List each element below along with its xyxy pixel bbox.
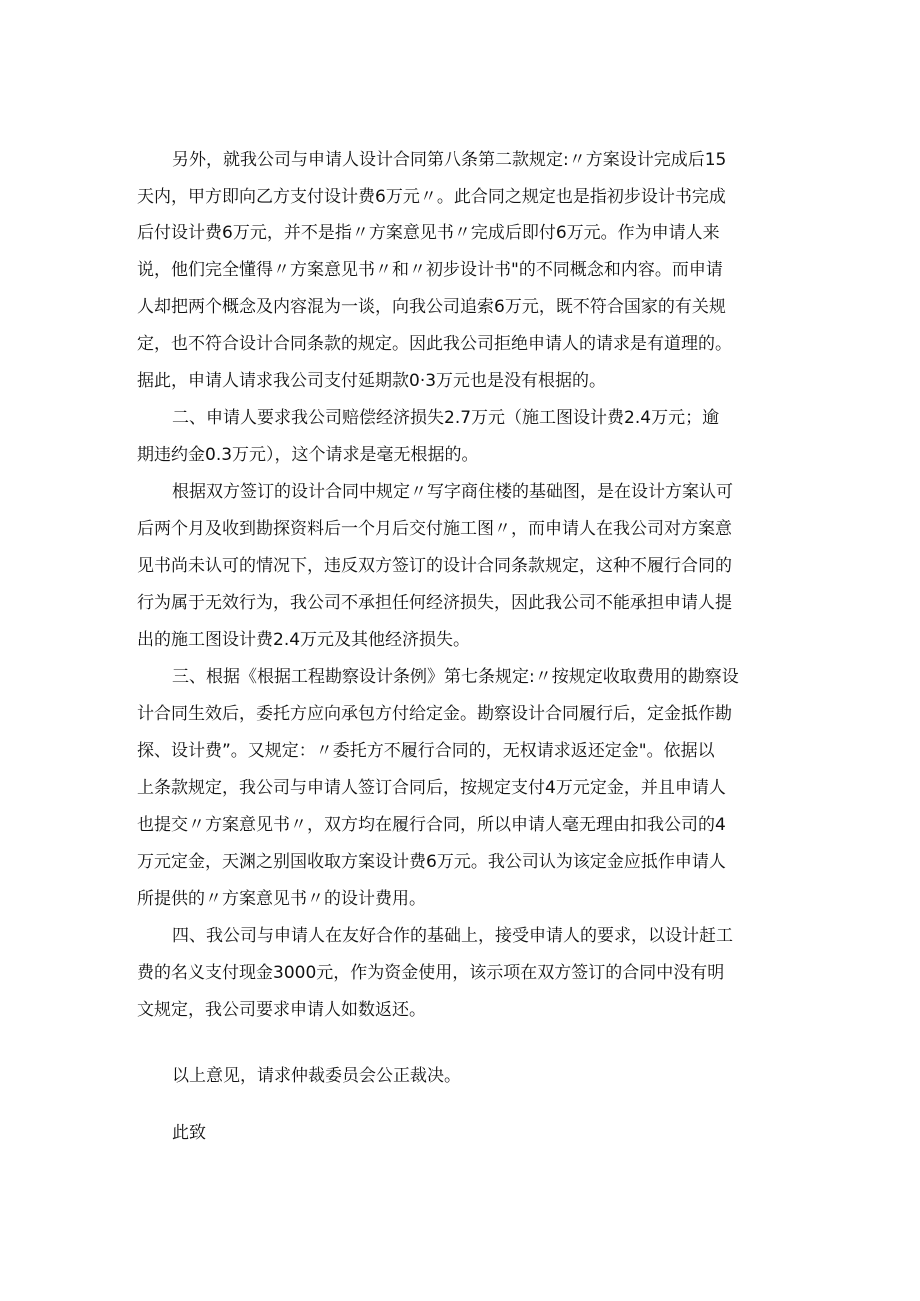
paragraph-1-line-6: 定，也不符合设计合同条款的规定。因此我公司拒绝申请人的请求是有道理的。 xyxy=(137,334,732,354)
paragraph-5-line-2: 费的名义支付现金3000元，作为资金使用，该示项在双方签订的合同中没有明 xyxy=(137,963,725,983)
paragraph-1-line-2: 天内，甲方即向乙方支付设计费6万元〃。此合同之规定也是指初步设计书完成 xyxy=(137,187,726,207)
closing-statement: 以上意见，请求仲裁委员会公正裁决。 xyxy=(172,1066,461,1086)
paragraph-3-line-3: 见书尚未认可的情况下，违反双方签订的设计合同条款规定，这种不履行合同的 xyxy=(137,556,732,576)
paragraph-1-line-7: 据此，申请人请求我公司支付延期款0·3万元也是没有根据的。 xyxy=(137,371,607,391)
paragraph-3-line-1: 根据双方签订的设计合同中规定〃写字商住楼的基础图，是在设计方案认可 xyxy=(172,482,733,502)
paragraph-4-line-1: 三、根据《根据工程勘察设计条例》第七条规定:〃按规定收取费用的勘察设 xyxy=(172,667,739,687)
paragraph-1-line-3: 后付设计费6万元，并不是指〃方案意见书〃完成后即付6万元。作为申请人来 xyxy=(137,223,720,243)
paragraph-5-line-1: 四、我公司与申请人在友好合作的基础上，接受申请人的要求，以设计赶工 xyxy=(172,926,733,946)
paragraph-1-line-5: 人却把两个概念及内容混为一谈，向我公司追索6万元，既不符合国家的有关规 xyxy=(137,297,726,317)
paragraph-5-line-3: 文规定，我公司要求申请人如数返还。 xyxy=(137,1000,426,1020)
salutation: 此致 xyxy=(172,1123,206,1143)
paragraph-4-line-4: 上条款规定，我公司与申请人签订合同后，按规定支付4万元定金，并且申请人 xyxy=(137,778,726,798)
paragraph-2-line-1: 二、申请人要求我公司赔偿经济损失2.7万元（施工图设计费2.4万元；逾 xyxy=(172,408,720,428)
paragraph-2-line-2: 期违约金0.3万元），这个请求是毫无根据的。 xyxy=(137,445,479,465)
paragraph-1-line-1: 另外，就我公司与申请人设计合同第八条第二款规定:〃方案设计完成后15 xyxy=(172,150,727,170)
paragraph-4-line-2: 计合同生效后，委托方应向承包方付给定金。勘察设计合同履行后，定金抵作勘 xyxy=(137,704,732,724)
paragraph-4-line-5: 也提交〃方案意见书〃，双方均在履行合同，所以申请人毫无理由扣我公司的4 xyxy=(137,815,726,835)
paragraph-4-line-7: 所提供的〃方案意见书〃的设计费用。 xyxy=(137,889,426,909)
paragraph-4-line-3: 探、设计费”。又规定：〃委托方不履行合同的，无权请求返还定金"。依据以 xyxy=(137,741,715,761)
paragraph-3-line-2: 后两个月及收到勘探资料后一个月后交付施工图〃，而申请人在我公司对方案意 xyxy=(137,519,732,539)
paragraph-1-line-4: 说，他们完全懂得〃方案意见书〃和〃初步设计书"的不同概念和内容。而申请 xyxy=(137,260,723,280)
paragraph-3-line-5: 出的施工图设计费2.4万元及其他经济损失。 xyxy=(137,630,471,650)
paragraph-3-line-4: 行为属于无效行为，我公司不承担任何经济损失，因此我公司不能承担申请人提 xyxy=(137,593,732,613)
paragraph-4-line-6: 万元定金，天渊之别国收取方案设计费6万元。我公司认为该定金应抵作申请人 xyxy=(137,852,726,872)
